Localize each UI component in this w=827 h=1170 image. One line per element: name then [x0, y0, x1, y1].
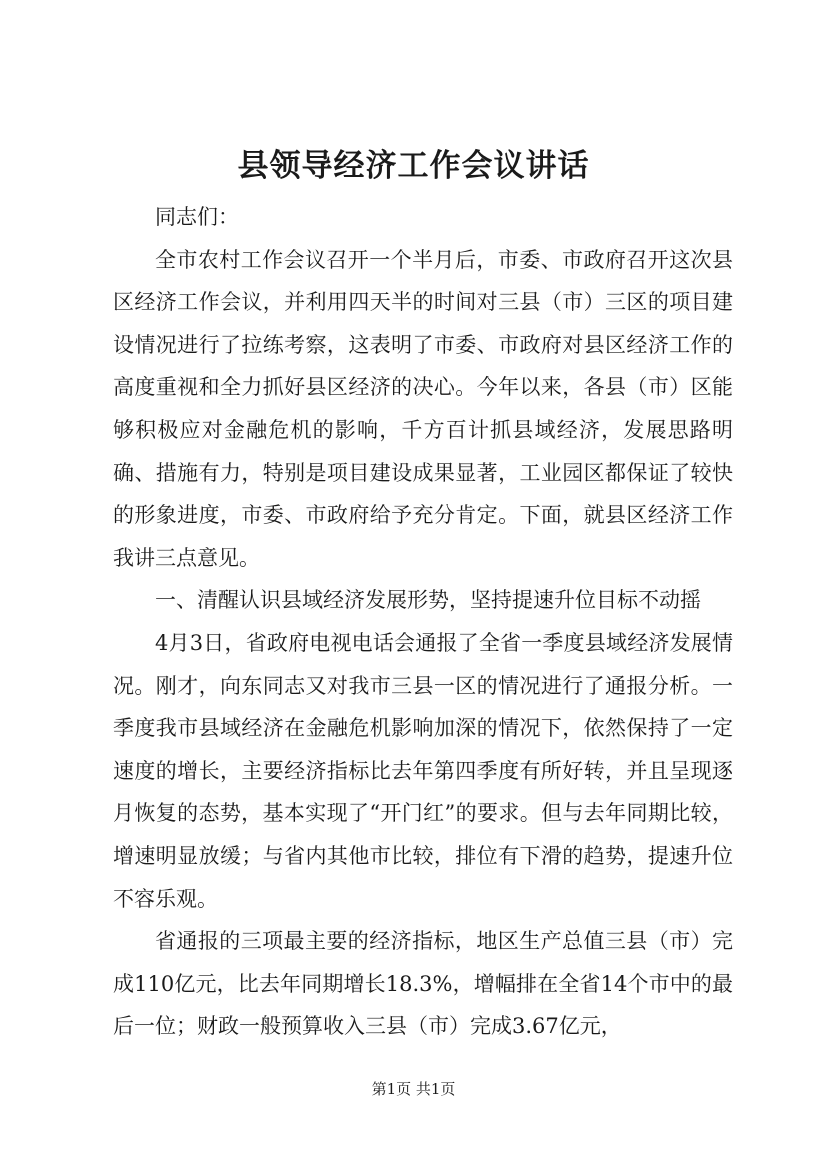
- paragraph-intro: 全市农村工作会议召开一个半月后，市委、市政府召开这次县区经济工作会议，并利用四天半的时间对三县（市）三区的项目建设情况进行了拉练考察，这表明了市委、市政府对县区经济工作的高度重视和全力抓好县区经济的决心。今年以来，各县（市）区能够积极应对金融危机的影响，千方百计抓县域经济，发展思路明确、措施有力，特别是项目建设成果显著，工业园区都保证了较快的形象进度，市委、市政府给予充分肯定。下面，就县区经济工作我讲三点意见。: [113, 247, 733, 570]
- document-body: [113, 196, 733, 1048]
- section-heading-1: 一、清醒认识县域经济发展形势，坚持提速升位目标不动摇: [155, 588, 701, 613]
- page-footer: 第1页 共1页: [371, 1080, 456, 1098]
- paragraph-situation: 4月3日，省政府电视电话会通报了全省一季度县域经济发展情况。刚才，向东同志又对我市三县一区的情况进行了通报分析。一季度我市县域经济在金融危机影响加深的情况下，依然保持了一定速度的增长，主要经济指标比去年第四季度有所好转，并且呈现逐月恢复的态势，基本实现了“开门红”的要求。但与去年同期比较，增速明显放缓；与省内其他市比较，排位有下滑的趋势，提速升位不容乐观。: [113, 630, 733, 911]
- document-title: 县领导经济工作会议讲话: [237, 148, 590, 184]
- paragraph-indicators: 省通报的三项最主要的经济指标，地区生产总值三县（市）完成110亿元，比去年同期增长18.3%，增幅排在全省14个市中的最后一位；财政一般预算收入三县（市）完成3.67亿元，: [113, 929, 733, 1039]
- greeting: 同志们：: [155, 205, 239, 229]
